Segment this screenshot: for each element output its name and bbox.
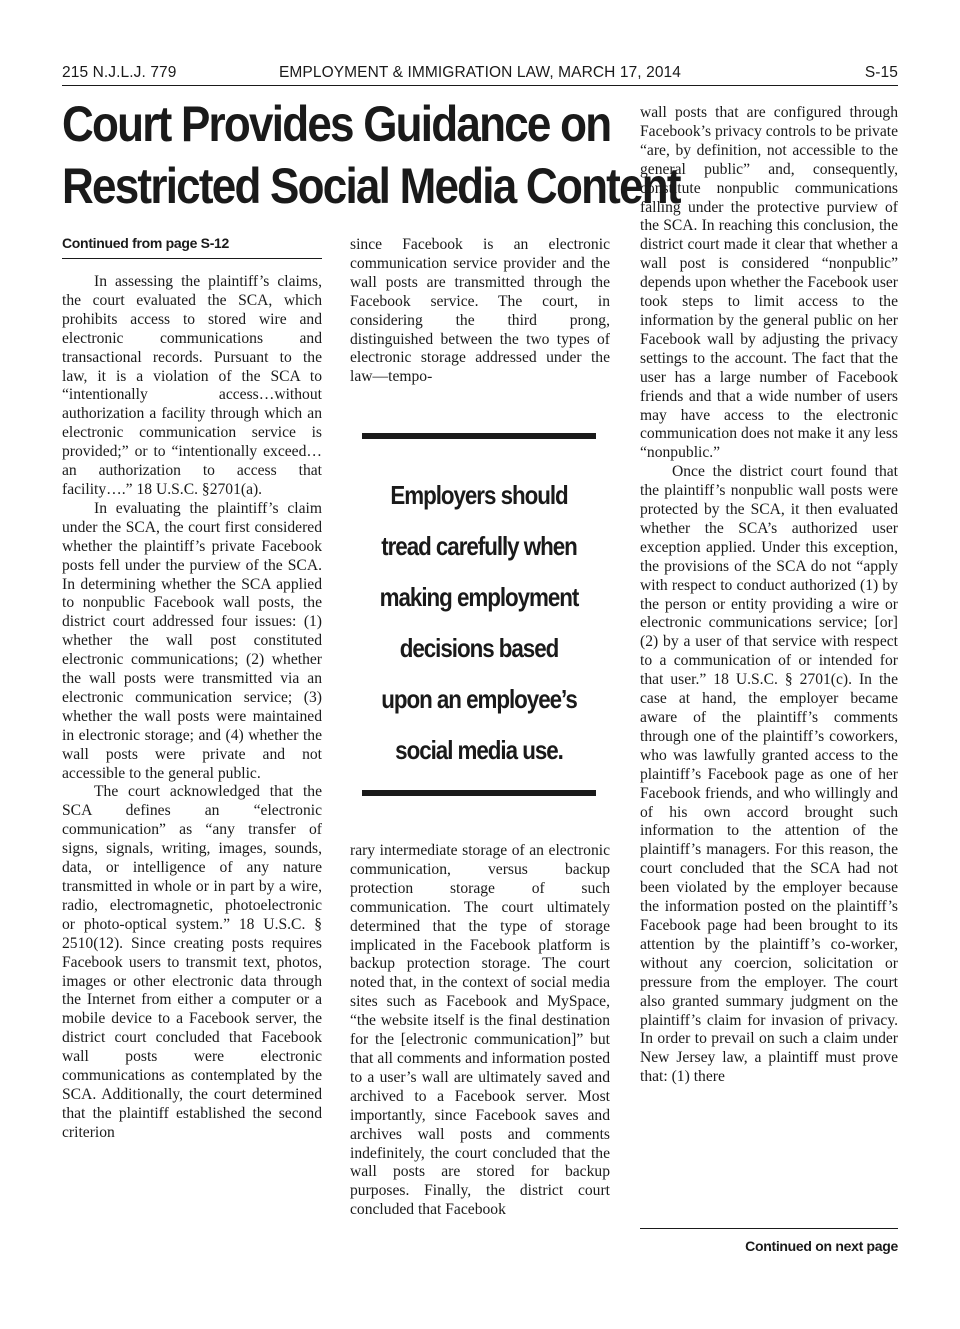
paragraph: wall posts that are configured through Facebook’s privacy controls to be private “are, by definition, not accessible to the general public” and, consequently, constitute nonpublic communications falling under the protective purview of the SCA. In reaching this conclusion, the district court made it clear that whether a wall post is considered “nonpublic” depends upon whether the Facebook user took steps to limit access to the information by the general public on her Facebook wall by adjusting the privacy settings to the account. The fact that the user has a large number of Facebook friends and that a wide number of users may have access to the electronic communication does not make it any less “nonpublic.” <box>640 104 898 462</box>
article-column-3 <box>640 104 898 1087</box>
header-citation: 215 N.J.L.J. 779 <box>62 64 177 81</box>
pull-quote-bottom-bar <box>362 790 596 796</box>
header-page-number: S-15 <box>864 64 898 81</box>
title-line-1: Court Provides Guidance on <box>62 96 611 152</box>
article-title <box>62 93 680 217</box>
article-column-1 <box>62 273 322 1143</box>
header-publication: EMPLOYMENT & IMMIGRATION LAW, MARCH 17, 2014 <box>278 64 682 81</box>
paragraph: Once the district court found that the plaintiff’s nonpublic wall posts were protected by the SCA, it then evaluated whether the SCA’s authorized user exception applied. Under this exception, the provisions of the SCA do not “apply with respect to conduct authorized (1) by the person or entity providing a wire or electronic communications service; [or] (2) by a user of that service with respect to a communication of or intended for that user.” 18 U.S.C. § 2701(c). In the case at hand, the employer became aware of the plaintiff’s comments through one of the plaintiff’s coworkers, who was lawfully granted access to the plaintiff’s Facebook page as one of her Facebook friends, and who willingly and of his own accord brought such information to the attention of the plaintiff’s managers. For this reason, the court concluded that the SCA had not been violated by the employer because the information posted on the plaintiff’s Facebook page had been brought to its attention by the plaintiff’s co-worker, without any coercion, solicitation or pressure from the employer. The court also granted summary judgment on the plaintiff’s claim for invasion of privacy. In order to prevail on such a claim under New Jersey law, a plaintiff must prove that: (1) there <box>640 463 898 1086</box>
paragraph: since Facebook is an electronic communication service provider and the wall posts are transmitted through the Facebook service. The court, in considering the third prong, distinguished between the two types of electronic storage addressed under the law—tempo- <box>350 236 610 386</box>
paragraph: The court acknowledged that the SCA defines an “electronic communication” as “any transfer of signs, signals, writing, images, sounds, data, or intelligence of any nature transmitted in whole or in part by a wire, radio, electromagnetic, photoelectronic or photo-optical system.” 18 U.S.C. § 2510(12). Since creating posts requires Facebook users to transmit text, photos, images or other electronic data through the Internet from either a computer or a mobile device to a Facebook server, the district court concluded that Facebook wall posts were electronic communications as contemplated by the SCA. Additionally, the court determined that the plaintiff established the second criterion <box>62 783 322 1141</box>
column3-rule <box>640 1228 898 1229</box>
article-column-2-bottom <box>350 842 610 1220</box>
title-line-2: Restricted Social Media Content <box>62 158 680 214</box>
paragraph: In evaluating the plaintiff’s claim under the SCA, the court first considered whether the plaintiff’s private Facebook posts fell under the purview of the SCA. In determining whether the SCA applied to nonpublic Facebook wall posts, the district court addressed four issues: (1) whether the wall post constituted electronic communications; (2) whether the wall posts were transmitted via an electronic communication service; (3) whether the wall posts were maintained in electronic storage; and (4) whether the wall posts were private and not accessible to the general public. <box>62 499 322 782</box>
paragraph: In assessing the plaintiff’s claims, the court evaluated the SCA, which prohibits access to stored wire and electronic communications and transactional records. Pursuant to the law, it is a violation of the SCA to “intentionally access…without authorization a facility through which an electronic communication service is provided;” or to “intentionally exceed…an authorization to access that facility….” 18 U.S.C. §2701(a). <box>62 273 322 498</box>
pull-quote-top-bar <box>362 433 596 439</box>
pull-quote: Employers should tread carefully when making employment decisions based upon an employee’s social media use. <box>379 480 579 765</box>
header-rule <box>62 85 898 86</box>
column1-rule <box>62 258 322 259</box>
continued-next-label: Continued on next page <box>745 1238 898 1254</box>
continued-from-label: Continued from page S-12 <box>62 235 230 251</box>
article-column-2-top <box>350 236 610 387</box>
paragraph: rary intermediate storage of an electronic communication, versus backup protection storage of such communication. The court ultimately determined that the type of storage implicated in the Facebook platform is backup protection storage. The court noted that, in the context of social media sites such as Facebook and MySpace, “the website itself is the final destination for the [electronic communication]” but that all comments and information posted to a user’s wall are ultimately saved and archived to a Facebook server. Most importantly, since Facebook saves and archives wall posts and comments indefinitely, the court concluded that the wall posts are stored for backup purposes. Finally, the district court concluded that Facebook <box>350 842 610 1219</box>
